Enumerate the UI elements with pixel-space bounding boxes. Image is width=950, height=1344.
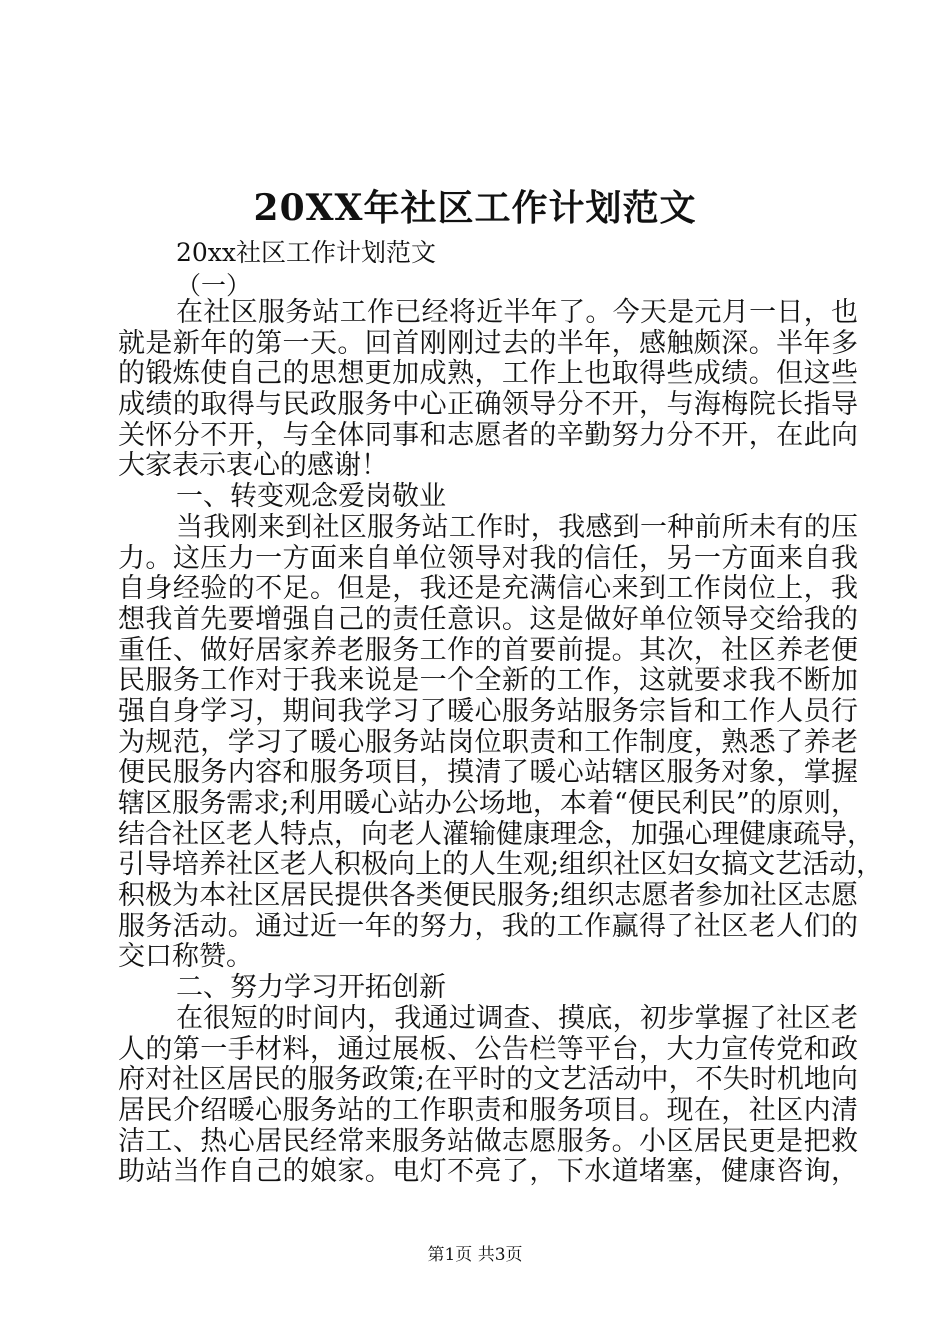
- body-text-line: 自身经验的不足。但是，我还是充满信心来到工作岗位上，我: [118, 573, 858, 605]
- body-text-line: 民服务工作对于我来说是一个全新的工作，这就要求我不断加: [118, 665, 858, 697]
- page-footer: 第1页 共3页: [427, 1245, 523, 1265]
- document-subtitle: 20xx社区工作计划范文: [176, 238, 437, 267]
- body-text-line: 为规范，学习了暖心服务站岗位职责和工作制度，熟悉了养老: [118, 726, 858, 758]
- document-title: 20XX年社区工作计划范文: [253, 187, 697, 229]
- body-text-line: 成绩的取得与民政服务中心正确领导分不开，与海梅院长指导: [118, 389, 858, 421]
- body-text-line: 便民服务内容和服务项目，摸清了暖心站辖区服务对象，掌握: [118, 757, 858, 789]
- part-label: （一）: [176, 271, 252, 300]
- body-text-line: 府对社区居民的服务政策;在平时的文艺活动中，不失时机地向: [118, 1064, 858, 1096]
- body-text-line: 大家表示衷心的感谢！: [118, 450, 388, 482]
- section-heading: 一、转变观念爱岗敬业: [176, 481, 446, 513]
- body-text-line: 人的第一手材料，通过展板、公告栏等平台，大力宣传党和政: [118, 1033, 858, 1065]
- body-text-line: 当我刚来到社区服务站工作时，我感到一种前所未有的压: [176, 511, 858, 543]
- body-text-line: 强自身学习，期间我学习了暖心服务站服务宗旨和工作人员行: [118, 695, 858, 727]
- body-text-line: 就是新年的第一天。回首刚刚过去的半年，感触颇深。半年多: [118, 327, 858, 359]
- body-text-line: 交口称赞。: [118, 941, 253, 973]
- body-text-line: 积极为本社区居民提供各类便民服务;组织志愿者参加社区志愿: [118, 880, 858, 912]
- body-text-line: 在很短的时间内，我通过调查、摸底，初步掌握了社区老: [176, 1002, 858, 1034]
- body-text-line: 力。这压力一方面来自单位领导对我的信任，另一方面来自我: [118, 542, 858, 574]
- body-text-line: 引导培养社区老人积极向上的人生观;组织社区妇女搞文艺活动，: [118, 849, 884, 881]
- body-text-line: 在社区服务站工作已经将近半年了。今天是元月一日，也: [176, 297, 858, 328]
- body-text-line: 辖区服务需求;利用暖心站办公场地，本着“便民利民”的原则，: [118, 788, 858, 819]
- body-text-line: 重任、做好居家养老服务工作的首要前提。其次，社区养老便: [118, 634, 858, 666]
- section-heading: 二、努力学习开拓创新: [176, 972, 446, 1004]
- document-body: [118, 297, 884, 1188]
- body-text-line: 的锻炼使自己的思想更加成熟，工作上也取得些成绩。但这些: [118, 358, 858, 390]
- body-text-line: 洁工、热心居民经常来服务站做志愿服务。小区居民更是把救: [118, 1125, 858, 1157]
- body-text-line: 服务活动。通过近一年的努力，我的工作赢得了社区老人们的: [118, 910, 858, 942]
- body-text-line: 关怀分不开，与全体同事和志愿者的辛勤努力分不开，在此向: [118, 419, 858, 451]
- body-text-line: 结合社区老人特点，向老人灌输健康理念，加强心理健康疏导，: [118, 818, 874, 850]
- body-text-line: 居民介绍暖心服务站的工作职责和服务项目。现在，社区内清: [118, 1094, 858, 1126]
- body-text-line: 想我首先要增强自己的责任意识。这是做好单位领导交给我的: [118, 603, 858, 635]
- body-text-line: 助站当作自己的娘家。电灯不亮了，下水道堵塞，健康咨询，: [118, 1156, 858, 1188]
